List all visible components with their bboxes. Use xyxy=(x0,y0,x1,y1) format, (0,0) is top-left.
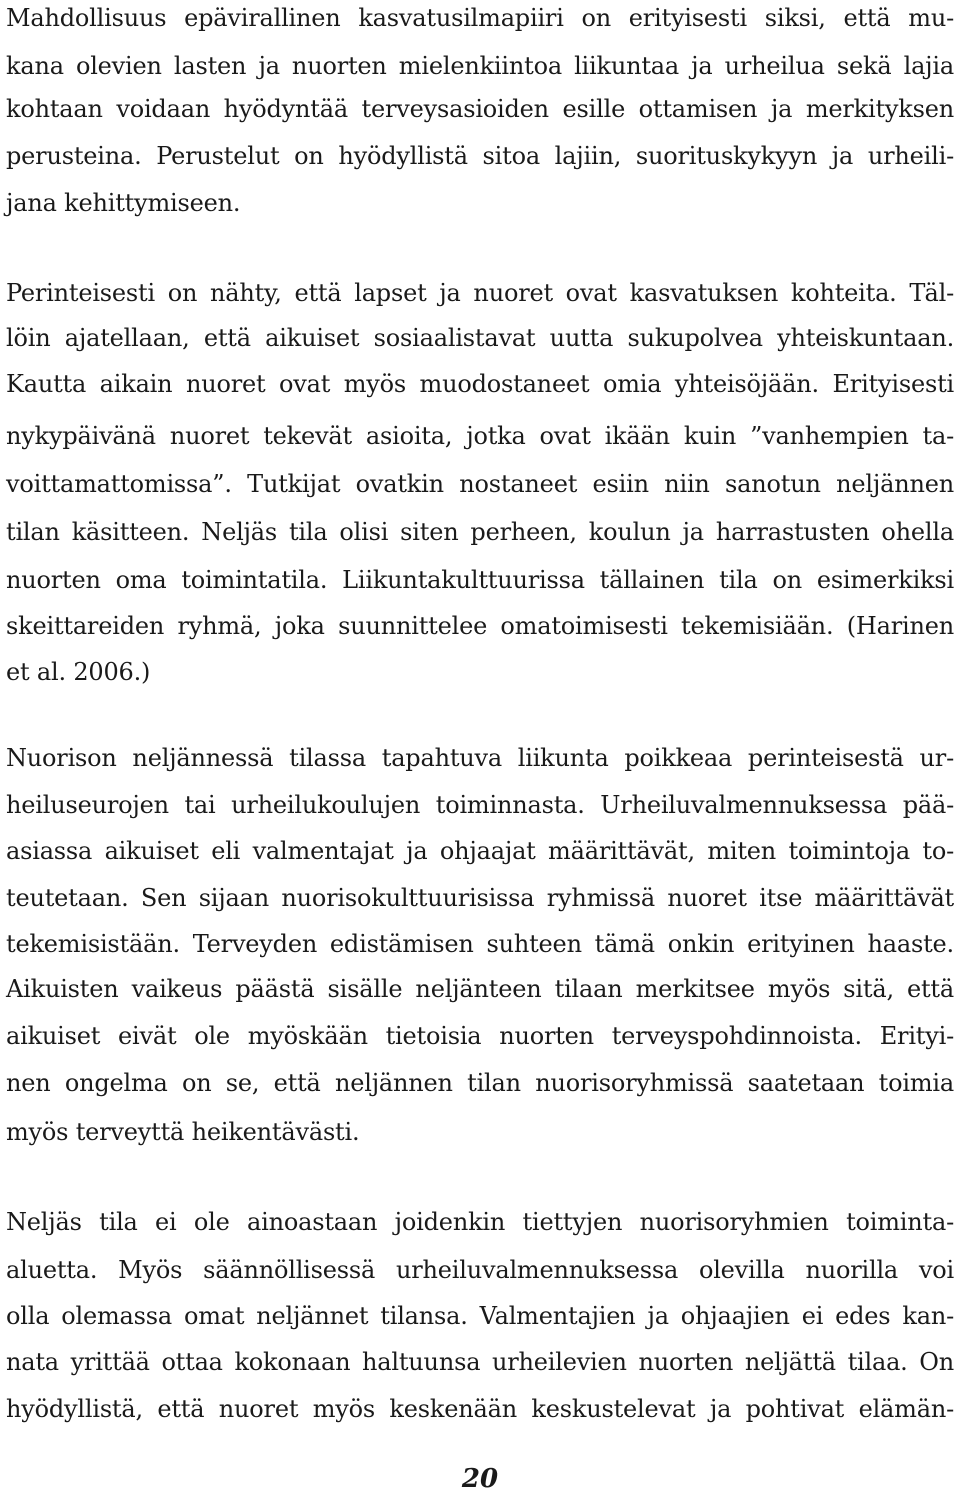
text-line: nen ongelma on se, että neljännen tilan nuorisoryhmissä saatetaan toimia xyxy=(6,1069,954,1097)
text-line: perusteina. Perustelut on hyödyllistä sitoa lajiin, suorituskykyyn ja urheili- xyxy=(6,142,954,170)
text-line: Mahdollisuus epävirallinen kasvatusilmapiiri on erityisesti siksi, että mu- xyxy=(6,4,954,32)
text-line: jana kehittymiseen. xyxy=(6,189,241,217)
text-line: aluetta. Myös säännöllisessä urheiluvalmennuksessa olevilla nuorilla voi xyxy=(6,1256,954,1284)
text-line: olla olemassa omat neljännet tilansa. Valmentajien ja ohjaajien ei edes kan- xyxy=(6,1302,954,1330)
text-line: tekemisistään. Terveyden edistämisen suhteen tämä onkin erityinen haaste. xyxy=(6,930,954,958)
text-line: heiluseurojen tai urheilukoulujen toiminnasta. Urheiluvalmennuksessa pää- xyxy=(6,791,954,819)
text-line: Perinteisesti on nähty, että lapset ja nuoret ovat kasvatuksen kohteita. Täl- xyxy=(6,279,954,307)
text-line: voittamattomissa”. Tutkijat ovatkin nostaneet esiin niin sanotun neljännen xyxy=(6,470,954,498)
text-line: kohtaan voidaan hyödyntää terveysasioiden esille ottamisen ja merkityksen xyxy=(6,95,954,123)
page-number: 20 xyxy=(461,1464,499,1494)
text-line: Neljäs tila ei ole ainoastaan joidenkin tiettyjen nuorisoryhmien toiminta- xyxy=(6,1208,954,1236)
text-line: nykypäivänä nuoret tekevät asioita, jotka ovat ikään kuin ”vanhempien ta- xyxy=(6,422,954,450)
text-line: et al. 2006.) xyxy=(6,658,151,686)
text-line: myös terveyttä heikentävästi. xyxy=(6,1118,360,1146)
text-line: nuorten oma toimintatila. Liikuntakulttuurissa tällainen tila on esimerkiksi xyxy=(6,566,954,594)
text-line: aikuiset eivät ole myöskään tietoisia nuorten terveyspohdinnoista. Erityi- xyxy=(6,1022,954,1050)
text-line: Aikuisten vaikeus päästä sisälle neljänteen tilaan merkitsee myös sitä, että xyxy=(6,975,954,1003)
text-line: tilan käsitteen. Neljäs tila olisi siten perheen, koulun ja harrastusten ohella xyxy=(6,518,954,546)
text-line: teutetaan. Sen sijaan nuorisokulttuurisissa ryhmissä nuoret itse määrittävät xyxy=(6,884,954,912)
text-line: skeittareiden ryhmä, joka suunnittelee omatoimisesti tekemisiään. (Harinen xyxy=(6,612,954,640)
text-line: kana olevien lasten ja nuorten mielenkiintoa liikuntaa ja urheilua sekä lajia xyxy=(6,52,954,80)
text-line: Nuorison neljännessä tilassa tapahtuva liikunta poikkeaa perinteisestä ur- xyxy=(6,744,954,772)
text-line: nata yrittää ottaa kokonaan haltuunsa urheilevien nuorten neljättä tilaa. On xyxy=(6,1348,954,1376)
text-line: löin ajatellaan, että aikuiset sosiaalistavat uutta sukupolvea yhteiskuntaan. xyxy=(6,324,954,352)
text-line: hyödyllistä, että nuoret myös keskenään keskustelevat ja pohtivat elämän- xyxy=(6,1395,954,1423)
text-line: asiassa aikuiset eli valmentajat ja ohjaajat määrittävät, miten toimintoja to- xyxy=(6,837,954,865)
text-line: Kautta aikain nuoret ovat myös muodostaneet omia yhteisöjään. Erityisesti xyxy=(6,370,954,398)
